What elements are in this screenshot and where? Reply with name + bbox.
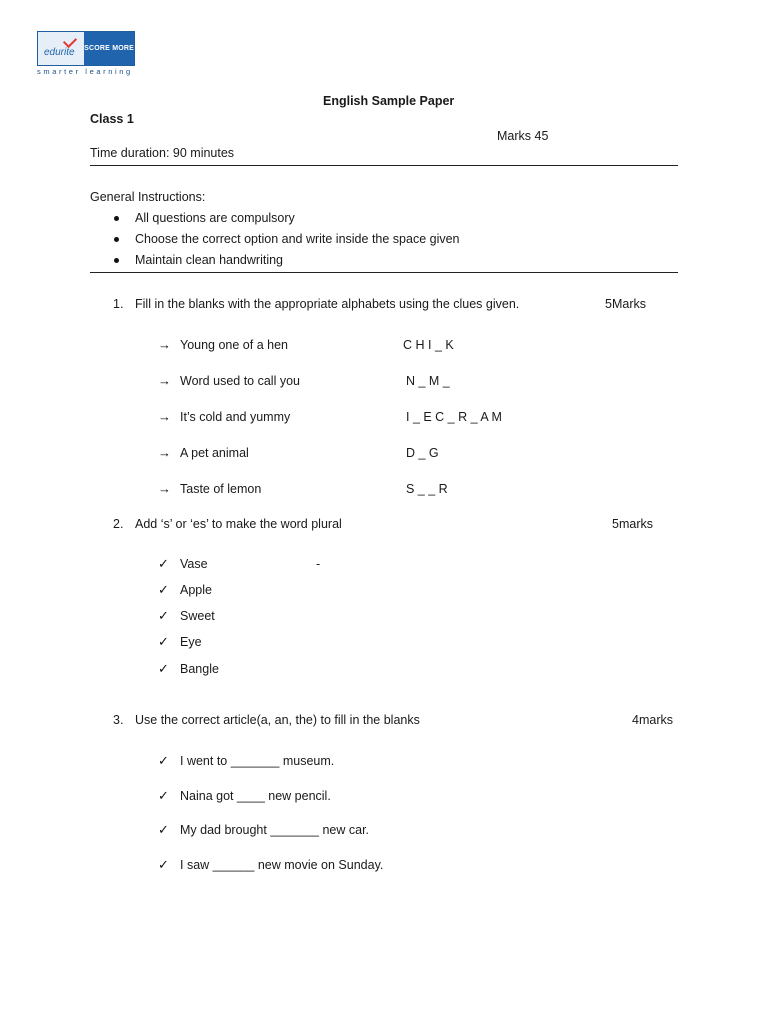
q2-number: 2. bbox=[113, 517, 124, 531]
logo-brand: edurite bbox=[44, 47, 75, 58]
check-icon: ✓ bbox=[158, 753, 169, 768]
arrow-icon: → bbox=[158, 337, 171, 352]
arrow-icon: → bbox=[158, 409, 171, 424]
check-icon: ✓ bbox=[158, 634, 169, 649]
q1-clue: It’s cold and yummy bbox=[180, 410, 291, 424]
check-icon: ✓ bbox=[158, 582, 169, 597]
q3-sentence: My dad brought _______ new car. bbox=[180, 823, 370, 837]
q1-answer: N _ M _ bbox=[406, 374, 450, 388]
q1-answer: C H I _ K bbox=[403, 338, 454, 352]
logo-mark bbox=[38, 32, 84, 65]
q1-clue: Word used to call you bbox=[180, 374, 300, 388]
logo-tick-icon bbox=[63, 34, 77, 48]
divider-top bbox=[90, 165, 678, 166]
check-icon: ✓ bbox=[158, 556, 169, 571]
check-icon: ✓ bbox=[158, 608, 169, 623]
bullet-icon bbox=[114, 258, 119, 263]
q3-sentence: I saw ______ new movie on Sunday. bbox=[180, 858, 384, 872]
instruction-item: Maintain clean handwriting bbox=[135, 253, 284, 267]
arrow-icon: → bbox=[158, 481, 171, 496]
instruction-item: Choose the correct option and write inside the space given bbox=[135, 232, 460, 246]
class-label: Class 1 bbox=[90, 112, 134, 126]
paper-title: English Sample Paper bbox=[323, 94, 455, 108]
q1-clue: Young one of a hen bbox=[180, 338, 288, 352]
q3-sentence: I went to _______ museum. bbox=[180, 754, 335, 768]
check-icon: ✓ bbox=[158, 857, 169, 872]
arrow-icon: → bbox=[158, 445, 171, 460]
q2-word: Apple bbox=[180, 583, 212, 597]
q2-word: Vase bbox=[180, 557, 208, 571]
q1-number: 1. bbox=[113, 297, 124, 311]
time-duration: Time duration: 90 minutes bbox=[90, 146, 235, 160]
q2-marks: 5marks bbox=[612, 517, 653, 531]
q3-sentence: Naina got ____ new pencil. bbox=[180, 789, 331, 803]
q2-text: Add ‘s’ or ‘es’ to make the word plural bbox=[135, 517, 342, 531]
q2-dash: - bbox=[316, 557, 321, 571]
check-icon: ✓ bbox=[158, 661, 169, 676]
q1-text: Fill in the blanks with the appropriate alphabets using the clues given. bbox=[135, 297, 520, 311]
bullet-icon bbox=[114, 216, 119, 221]
q1-clue: A pet animal bbox=[180, 446, 249, 460]
q2-word: Eye bbox=[180, 635, 202, 649]
logo bbox=[37, 31, 135, 66]
check-icon: ✓ bbox=[158, 788, 169, 803]
q3-marks: 4marks bbox=[632, 713, 673, 727]
q1-marks: 5Marks bbox=[605, 297, 646, 311]
check-icon: ✓ bbox=[158, 822, 169, 837]
q2-word: Bangle bbox=[180, 662, 219, 676]
q1-answer: D _ G bbox=[406, 446, 439, 460]
total-marks: Marks 45 bbox=[497, 129, 549, 143]
q3-number: 3. bbox=[113, 713, 124, 727]
bullet-icon bbox=[114, 237, 119, 242]
q1-answer: I _ E C _ R _ A M bbox=[406, 410, 502, 424]
instruction-item: All questions are compulsory bbox=[135, 211, 295, 225]
q1-clue: Taste of lemon bbox=[180, 482, 262, 496]
divider-instructions bbox=[90, 272, 678, 273]
arrow-icon: → bbox=[158, 373, 171, 388]
q2-word: Sweet bbox=[180, 609, 215, 623]
logo-tagline: smarter learning bbox=[37, 67, 133, 76]
instructions-heading: General Instructions: bbox=[90, 190, 206, 204]
q1-answer: S _ _ R bbox=[406, 482, 448, 496]
logo-badge: SCORE MORE bbox=[84, 32, 134, 65]
q3-text: Use the correct article(a, an, the) to fill in the blanks bbox=[135, 713, 420, 727]
